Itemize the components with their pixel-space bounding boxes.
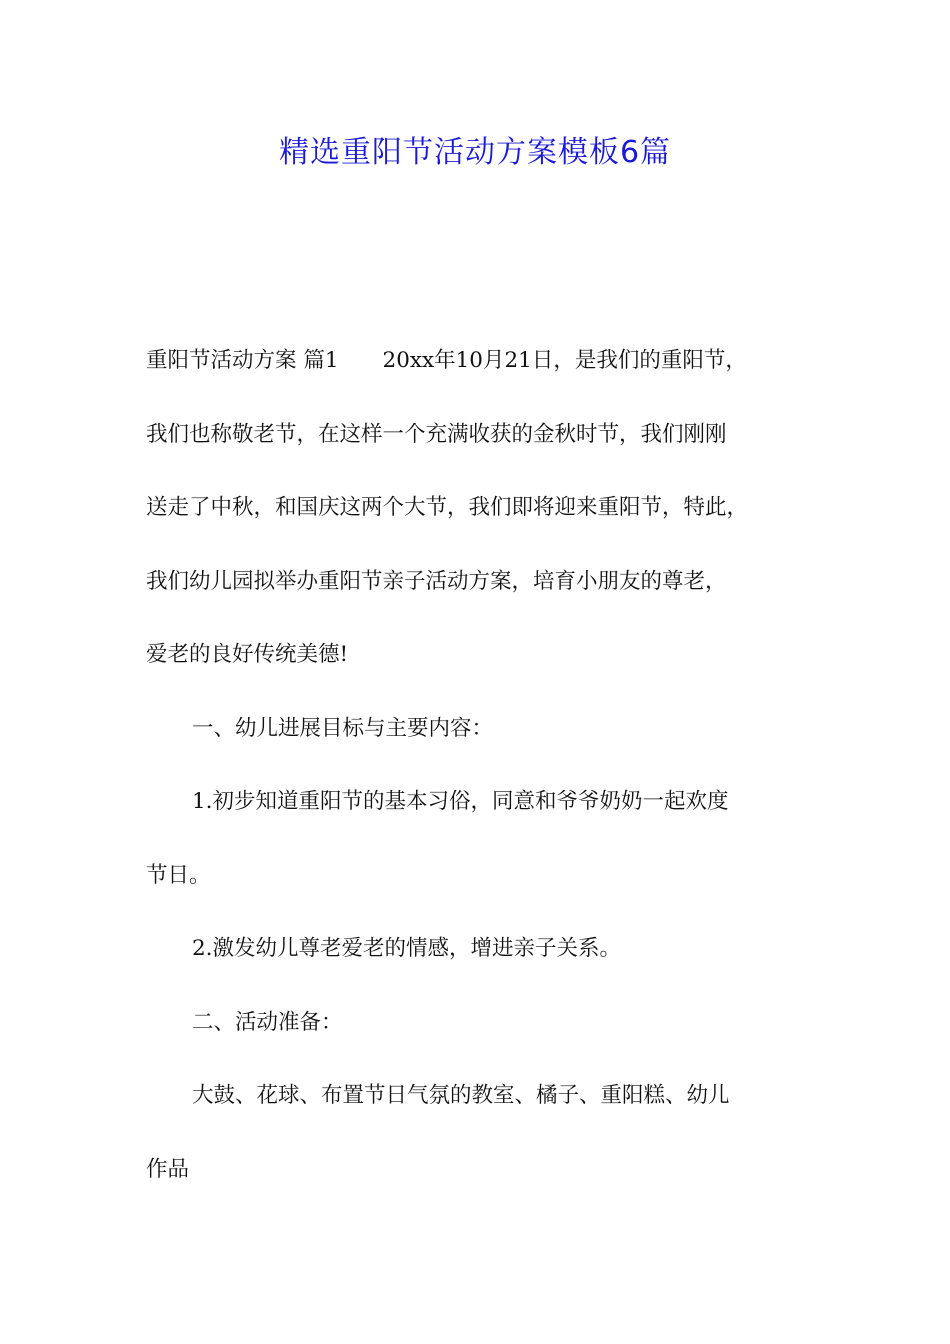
- paragraph-line: 送走了中秋，和国庆这两个大节，我们即将迎来重阳节，特此，: [146, 495, 749, 520]
- list-item-1-continuation: 节日。: [146, 862, 211, 888]
- paragraph-line: 我们也称敬老节，在这样一个充满收获的金秋时节，我们刚刚: [146, 421, 727, 447]
- section-heading-preparation: 二、活动准备：: [192, 1009, 343, 1035]
- paragraph-line: 爱老的良好传统美德!: [146, 642, 349, 667]
- preparation-line: 大鼓、花球、布置节日气氛的教室、橘子、重阳糕、幼儿: [192, 1083, 730, 1108]
- document-body: [146, 337, 826, 1219]
- paragraph-line: [146, 337, 826, 411]
- intro-label: 重阳节活动方案 篇1: [146, 348, 339, 373]
- list-item-1: 1.初步知道重阳节的基本习俗，同意和爷爷奶奶一起欢度: [192, 789, 729, 814]
- document-title: 精选重阳节活动方案模板6篇: [278, 135, 672, 170]
- paragraph-line: 我们幼儿园拟举办重阳节亲子活动方案，培育小朋友的尊老，: [146, 568, 727, 594]
- list-item-2: 2.激发幼儿尊老爱老的情感，增进亲子关系。: [192, 936, 622, 961]
- intro-first-line: 20xx年10月21日，是我们的重阳节，: [382, 348, 747, 373]
- section-heading-goals: 一、幼儿进展目标与主要内容：: [192, 715, 494, 741]
- preparation-line-continuation: 作品: [146, 1156, 190, 1182]
